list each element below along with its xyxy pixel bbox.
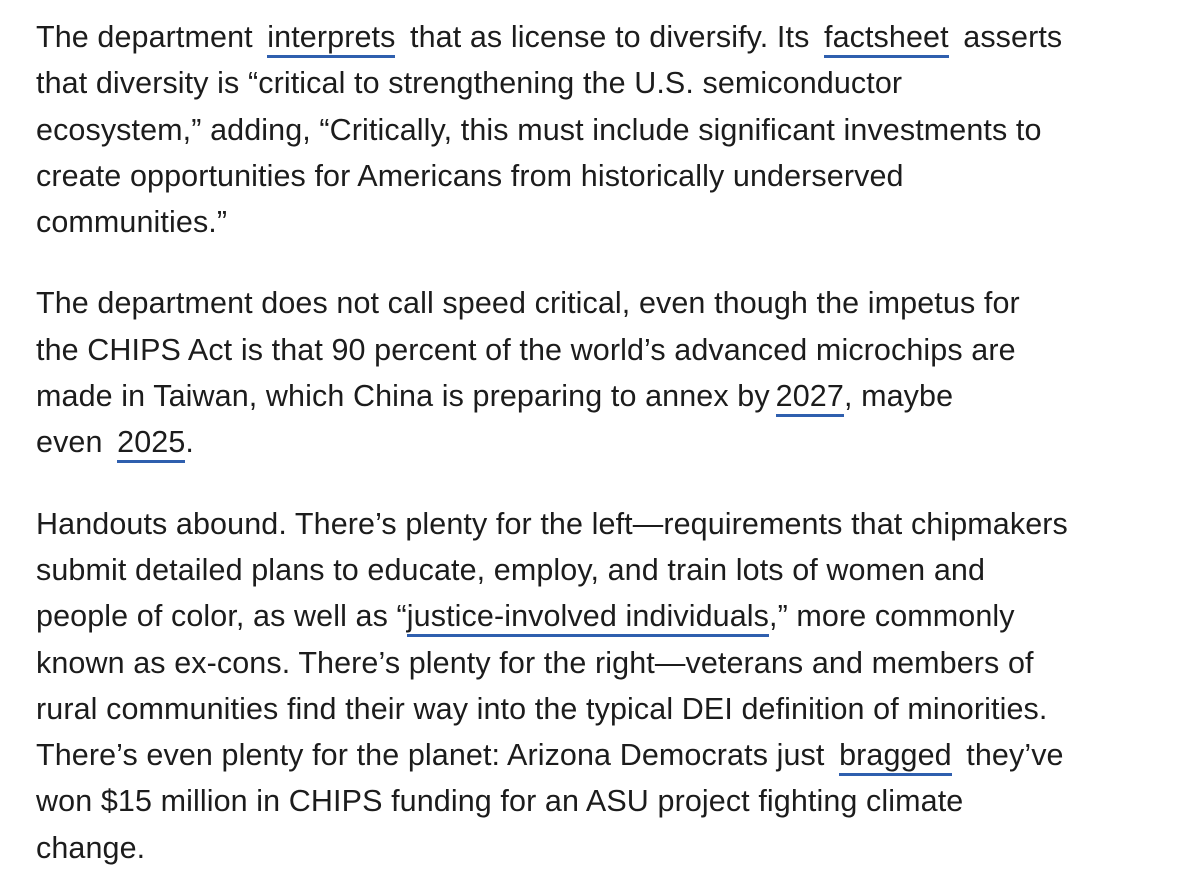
paragraph-2: [36, 280, 1200, 465]
link-justice-involved-individuals[interactable]: justice-involved individuals: [407, 599, 769, 637]
text-run: asserts: [963, 20, 1063, 54]
paragraph-line: The department does not call speed critical, even though the impetus for: [36, 286, 1020, 321]
text-run: .: [185, 425, 194, 460]
paragraph-line: that diversity is “critical to strengthening the U.S. semiconductor: [36, 66, 903, 101]
link-interprets[interactable]: interprets: [267, 20, 395, 58]
text-run: made in Taiwan, which China is preparing to annex by: [36, 379, 770, 414]
paragraph-line: [36, 593, 1200, 639]
text-run: they’ve: [966, 738, 1064, 773]
paragraph-line: [36, 419, 1200, 465]
paragraph-line: the CHIPS Act is that 90 percent of the world’s advanced microchips are: [36, 332, 1016, 367]
link-bragged[interactable]: bragged: [839, 738, 952, 776]
text-run: ,” more commonly: [769, 599, 1015, 634]
link-2027[interactable]: 2027: [776, 379, 844, 417]
link-factsheet[interactable]: factsheet: [824, 20, 949, 58]
paragraph-line: communities.”: [36, 205, 228, 240]
paragraph-line: won $15 million in CHIPS funding for an ASU project fighting climate: [36, 784, 964, 819]
text-run: people of color, as well as “: [36, 599, 407, 634]
paragraph-1: [36, 14, 1200, 245]
paragraph-line: rural communities find their way into the typical DEI definition of minorities.: [36, 691, 1048, 726]
paragraph-line: change.: [36, 830, 146, 865]
link-2025[interactable]: 2025: [117, 425, 185, 463]
text-run: that as license to diversify. Its: [410, 20, 810, 54]
paragraph-line: Handouts abound. There’s plenty for the left—requirements that chipmakers: [36, 506, 1068, 541]
paragraph-line: create opportunities for Americans from historically underserved: [36, 158, 904, 193]
text-run: The department: [36, 20, 253, 54]
paragraph-line: [36, 14, 1200, 60]
paragraph-3: [36, 501, 1200, 871]
paragraph-line: ecosystem,” adding, “Critically, this must include significant investments to: [36, 112, 1042, 147]
paragraph-line: submit detailed plans to educate, employ, and train lots of women and: [36, 552, 986, 587]
text-run: even: [36, 425, 103, 460]
text-run: , maybe: [843, 379, 954, 414]
text-run: There’s even plenty for the planet: Arizona Democrats just: [36, 738, 825, 773]
paragraph-line: [36, 732, 1200, 778]
paragraph-line: [36, 373, 1200, 419]
paragraph-line: known as ex-cons. There’s plenty for the right—veterans and members of: [36, 645, 1034, 680]
